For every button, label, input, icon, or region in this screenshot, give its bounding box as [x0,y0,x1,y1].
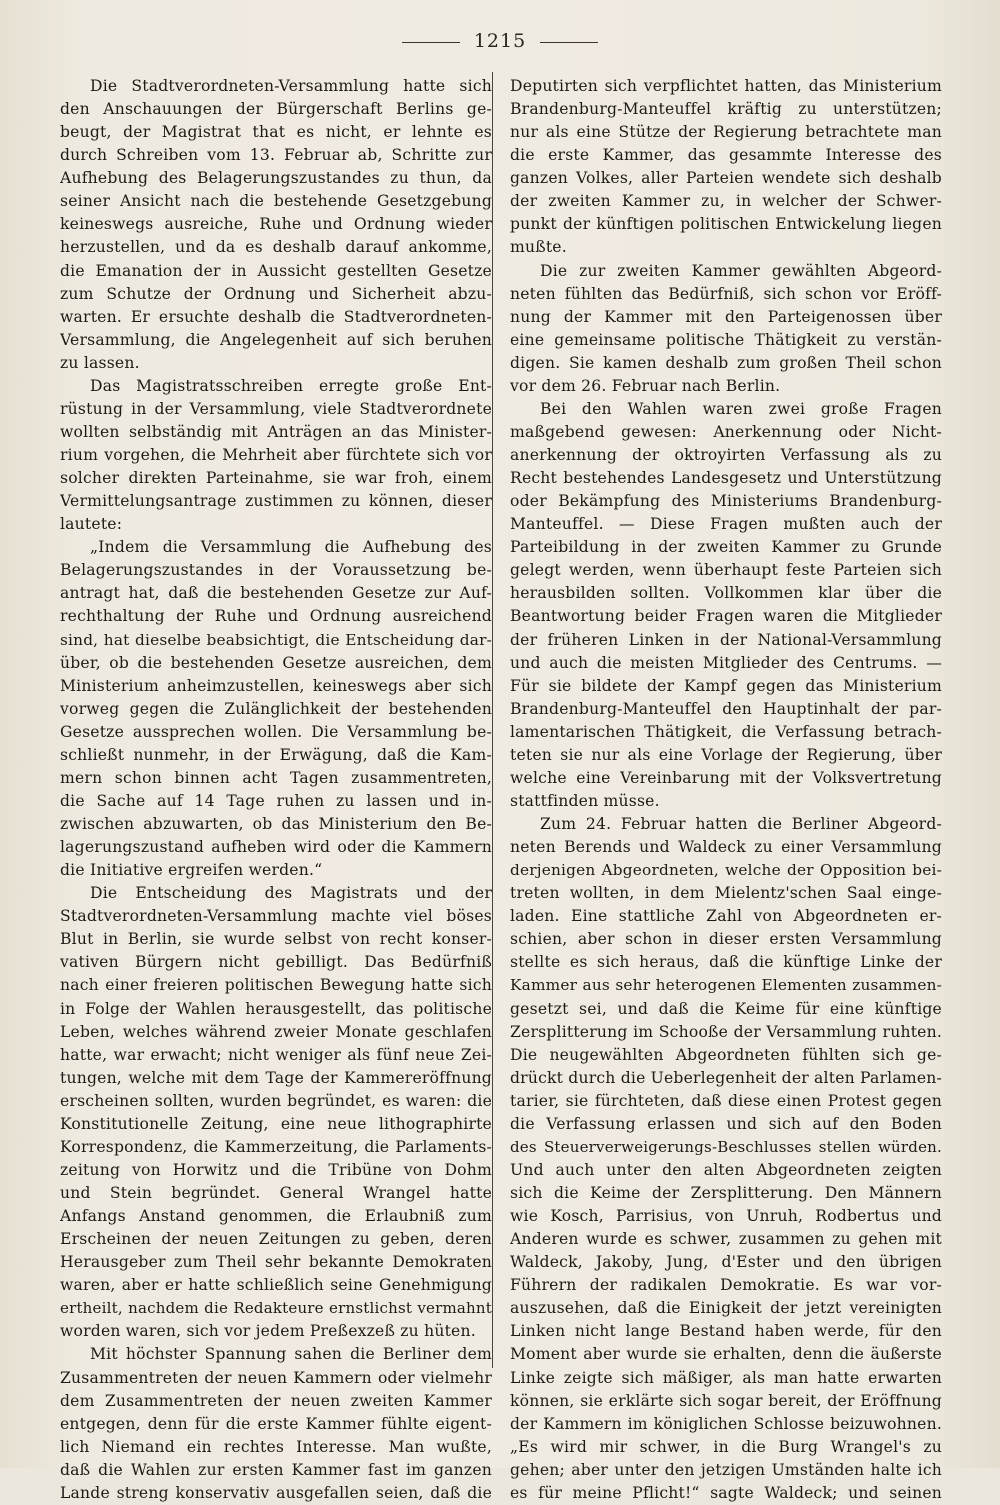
text-line: dem Zusammentreten der neuen zweiten Kammer [60,1391,492,1410]
text-line: Die Entscheidung des Magistrats und der [90,884,492,903]
text-line: Führern der radikalen Demokratie. Es war vor- [510,1276,942,1295]
text-line: „Es wird mir schwer, in die Burg Wrangel's zu [510,1437,942,1456]
text-line: ganzen Volkes, aller Parteien wendete sich deshalb [510,169,942,188]
text-line: vor dem 26. Februar nach Berlin. [510,376,781,395]
text-line: zum Schutze der Ordnung und Sicherheit abzu- [60,284,492,303]
text-line: welche eine Vereinbarung mit der Volksvertretung [510,768,942,787]
text-line: seiner Ansicht nach die bestehende Gesetzgebung [60,192,492,211]
text-line: tarier, sie fürchteten, daß diese einen Protest gegen [510,1091,942,1110]
text-line: Stadtverordneten-Versammlung machte viel böses [60,907,492,926]
text-line: Linken nicht lange Bestand haben werde, für den [510,1322,942,1341]
text-line: wollten selbständig mit Anträgen an das Minister- [60,422,492,441]
text-line: Anfangs Anstand genommen, die Erlaubniß zum [60,1207,492,1226]
text-line: eine gemeinsame politische Thätigkeit zu verstän- [510,330,942,349]
page-number: 1215 [473,30,527,52]
text-line: mußte. [510,238,567,257]
text-line: sind, hat dieselbe beabsichtigt, die Entscheidung dar- [60,630,492,649]
text-line: Versammlung, die Angelegenheit auf sich beruhen [60,330,492,349]
header-rule-left [402,42,460,43]
text-line: Manteuffel. — Diese Fragen mußten auch der [510,515,942,534]
text-line: Mit höchster Spannung sahen die Berliner dem [90,1345,492,1364]
text-line: nung der Kammer mit den Parteigenossen über [510,307,942,326]
text-line: die Initiative ergreifen werden.“ [60,861,323,880]
text-line: teten sie nur als eine Vorlage der Regierung, über [510,745,942,764]
text-line: Zum 24. Februar hatten die Berliner Abgeord- [540,815,942,833]
text-line: nach einer freieren politischen Bewegung hatte sich [60,976,492,995]
text-line: stattfinden müsse. [510,791,660,810]
text-line: Gesetze aussprechen wollen. Die Versammlung be- [60,722,492,741]
text-line: auszusehen, daß die Einigkeit der jetzt vereinigten [510,1299,942,1318]
text-line: beugt, der Magistrat that es nicht, er lehnte es [60,123,492,142]
text-line: Ministerium anheimzustellen, keineswegs aber sich [60,676,492,695]
text-line: Belagerungszustandes in der Voraussetzung be- [60,561,492,580]
text-line: die erste Kammer, das gesammte Interesse des [510,146,942,165]
text-line: antragt hat, daß die bestehenden Gesetze zur Auf- [60,584,492,603]
text-line: digen. Sie kamen deshalb zum großen Theil schon [510,353,942,372]
text-line: tungen, welche mit dem Tage der Kammereröffnung [60,1068,492,1087]
right-text-column [510,75,942,1505]
text-line: zeitung von Horwitz und die Tribüne von Dohm [60,1160,492,1179]
text-line: erscheinen sollten, wurden begründet, es waren: die [60,1091,492,1110]
text-line: der früheren Linken in der National-Versammlung [510,630,942,649]
text-line: lagerungszustand aufheben wird oder die Kammern [60,838,492,857]
text-line: gelegt werden, wenn überhaupt feste Parteien sich [510,561,942,580]
text-line: laden. Eine stattliche Zahl von Abgeordneten er- [510,907,942,926]
text-line: der zweiten Kammer zu, in welcher der Schwer- [510,192,942,211]
text-line: drückt durch die Ueberlegenheit der alten Parlamen- [510,1068,942,1087]
text-line: „Indem die Versammlung die Aufhebung des [90,538,492,557]
text-line: Deputirten sich verpflichtet hatten, das Ministerium [510,77,942,95]
text-line: stellte es sich heraus, daß die künftige Linke der [510,953,942,972]
text-line: Erscheinen der neuen Zeitungen zu geben, deren [60,1230,492,1249]
text-line: Vermittelungsantrage zustimmen zu können, dieser [60,492,492,511]
text-line: in Folge der Wahlen herausgestellt, das politische [60,999,492,1018]
text-line: vativen Bürgern nicht gebilligt. Das Bedürfniß [60,953,492,972]
text-line: wie Kosch, Parrisius, von Unruh, Rodbertus und [510,1207,942,1226]
text-line: Korrespondenz, die Kammerzeitung, die Parlaments- [60,1137,492,1156]
text-line: rechthaltung der Ruhe und Ordnung ausreichend [60,607,492,626]
text-line: Das Magistratsschreiben erregte große Ent- [90,376,492,395]
text-line: Beantwortung beider Fragen waren die Mitglieder [510,607,942,626]
text-line: warten. Er ersuchte deshalb die Stadtverordneten- [60,307,492,326]
text-line: Die zur zweiten Kammer gewählten Abgeord- [540,261,942,280]
text-line: worden waren, sich vor jedem Preßexzeß zu hüten. [60,1322,476,1341]
text-line: schien, aber schon in dieser ersten Versammlung [510,930,942,949]
text-line: vorweg gegen die Zulänglichkeit der bestehenden [60,699,492,718]
text-line: durch Schreiben vom 13. Februar ab, Schritte zur [60,146,492,165]
text-line: Linke zeigte sich mäßiger, als man hatte erwarten [510,1368,942,1387]
text-line: herzustellen, und da es deshalb darauf ankomme, [60,238,492,257]
text-line: Waldeck, Jakoby, Jung, d'Ester und den übrigen [510,1253,942,1272]
text-line: Brandenburg-Manteuffel den Hauptinhalt der par- [510,699,942,718]
text-line: treten wollten, in dem Mielentz'schen Saal einge- [510,884,942,903]
text-line: Die Stadtverordneten-Versammlung hatte sich [90,77,492,95]
text-line: und Stein begründet. General Wrangel hatte [60,1184,492,1202]
text-line: nur als eine Stütze der Regierung betrachtete man [510,123,942,142]
text-line: Herausgeber zum Theil sehr bekannte Demokraten [60,1253,492,1272]
text-line: Blut in Berlin, sie wurde selbst von recht konser- [60,930,492,949]
text-line: hatte, war erwacht; nicht weniger als fünf neue Zei- [60,1045,492,1064]
text-line: Lande streng konservativ ausgefallen seien, daß die [60,1483,492,1502]
text-line: ertheilt, nachdem die Redakteure ernstlichst vermahnt [60,1299,492,1318]
text-line: gesetzt sei, und daß die Keime für eine künftige [510,999,942,1018]
text-line: punkt der künftigen politischen Entwickelung liegen [510,215,942,234]
text-line: herausbilden sollten. Vollkommen klar über die [510,584,942,603]
text-line: gehen; aber unter den jetzigen Umständen halte ich [510,1460,942,1479]
text-line: lamentarischen Thätigkeit, die Verfassung betrach- [510,722,942,741]
text-line: sich die Keime der Zersplitterung. Den Männern [510,1184,942,1202]
text-line: Zersplitterung im Schooße der Versammlung ruhten. [510,1022,942,1041]
text-line: Moment aber wurde sie erhalten, denn die äußerste [510,1345,942,1364]
text-line: anerkennung der oktroyirten Verfassung als zu [510,446,942,464]
text-line: Leben, welches während zweier Monate geschlafen [60,1022,492,1041]
text-line: derjenigen Abgeordneten, welche der Opposition bei- [510,861,942,880]
text-line: die Verfassung erlassen und sich auf den Boden [510,1114,942,1133]
text-line: neten fühlten das Bedürfniß, sich schon vor Eröff- [510,284,942,303]
text-line: rium vorgehen, die Mehrheit aber fürchtete sich vor [60,446,492,464]
text-line: der Kammern im königlichen Schlosse beizuwohnen. [510,1414,942,1433]
text-line: keineswegs ausreiche, Ruhe und Ordnung wieder [60,215,492,234]
text-line: rüstung in der Versammlung, viele Stadtverordnete [60,399,492,418]
text-line: Anderen wurde es schwer, zusammen zu gehen mit [510,1230,942,1249]
text-line: über, ob die bestehenden Gesetze ausreichen, dem [60,653,492,672]
text-line: Und auch unter den alten Abgeordneten zeigten [510,1160,942,1179]
text-line: lautete: [60,515,123,534]
text-line: Zusammentreten der neuen Kammern oder vielmehr [60,1368,492,1387]
header-rule-right [540,42,598,43]
text-line: Für sie bildete der Kampf gegen das Ministerium [510,676,942,695]
text-line: lich Niemand ein rechtes Interesse. Man wußte, [60,1437,492,1456]
text-line: Aufhebung des Belagerungszustandes zu thun, da [60,169,492,188]
text-line: zwischen abzuwarten, ob das Ministerium den Be- [60,815,492,833]
text-line: oder Bekämpfung des Ministeriums Brandenburg- [510,492,942,511]
text-line: die Sache auf 14 Tage ruhen zu lassen und in- [60,791,492,810]
text-line: und auch die meisten Mitglieder des Centrums. — [510,653,942,672]
text-line: neten Berends und Waldeck zu einer Versammlung [510,838,942,857]
text-line: mern schon binnen acht Tagen zusammentreten, [60,768,492,787]
text-line: es für meine Pflicht!“ sagte Waldeck; und seinen [510,1483,942,1502]
text-line: Konstitutionelle Zeitung, eine neue lithographirte [60,1114,492,1133]
text-line: können, sie erklärte sich sogar bereit, der Eröffnung [510,1391,942,1410]
text-line: maßgebend gewesen: Anerkennung oder Nicht- [510,422,942,441]
text-line: die Emanation der in Aussicht gestellten Gesetze [60,261,492,280]
page-header [0,30,1000,52]
text-line: Recht bestehendes Landesgesetz und Unterstützung [510,469,942,488]
text-line: Bei den Wahlen waren zwei große Fragen [540,399,942,418]
column-divider [492,72,493,1368]
text-line: waren, aber er hatte schließlich seine Genehmigung [60,1276,492,1295]
text-line: Brandenburg-Manteuffel kräftig zu unterstützen; [510,100,942,119]
text-line: Die neugewählten Abgeordneten fühlten sich ge- [510,1045,942,1064]
text-line: den Anschauungen der Bürgerschaft Berlins ge- [60,100,492,119]
text-line: des Steuerverweigerungs-Beschlusses stellen würden. [510,1137,942,1156]
text-line: zu lassen. [60,353,140,372]
text-line: entgegen, denn für die erste Kammer fühlte eigent- [60,1414,492,1433]
text-line: Kammer aus sehr heterogenen Elementen zusammen- [510,976,942,995]
left-text-column [60,75,492,1505]
text-line: solcher direkten Parteinahme, sie war froh, einem [60,469,492,488]
text-line: schließt nunmehr, in der Erwägung, daß die Kam- [60,745,492,764]
text-line: daß die Wahlen zur ersten Kammer fast im ganzen [60,1460,492,1479]
text-line: Parteibildung in der zweiten Kammer zu Grunde [510,538,942,557]
